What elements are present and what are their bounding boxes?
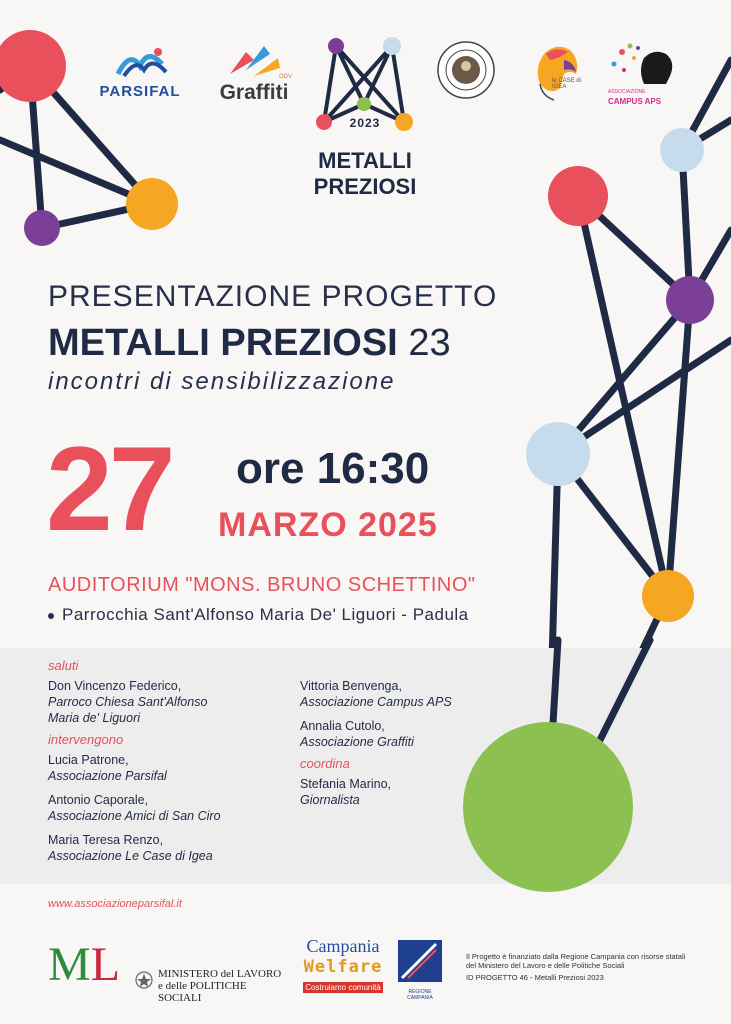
graffiti-tag: ODV — [278, 74, 292, 80]
campania-text: Campania — [306, 936, 380, 956]
speaker-caporale — [48, 792, 288, 824]
event-time: ore 16:30 — [236, 444, 430, 493]
heading-presentation: PRESENTAZIONE PROGETTO — [48, 280, 498, 313]
ministero-lavoro-logo — [48, 938, 288, 1004]
welfare-slogan: Costruiamo comunità — [305, 983, 381, 992]
project-name-bold: METALLI PREZIOSI — [48, 322, 398, 364]
regione-shield-icon — [396, 938, 444, 984]
funding-note-line1: Il Progetto è finanziato dalla Regione Campania con risorse statali — [466, 952, 686, 961]
speaker-name: Vittoria Benvenga, — [300, 679, 402, 693]
logo-year: 2023 — [349, 116, 381, 130]
program-right-column — [300, 678, 500, 814]
speaker-name: Antonio Caporale, — [48, 793, 149, 807]
speaker-benvenga — [300, 678, 500, 710]
address-text: Parrocchia Sant'Alfonso Maria De' Liguori - Padula — [62, 605, 469, 624]
igea-label: le CASE di IGEA — [552, 78, 582, 90]
speaker-patrone — [48, 752, 288, 784]
intervengono-label: intervengono — [48, 732, 124, 747]
speaker-cutolo — [300, 718, 500, 750]
ministry-line1: MINISTERO del LAVORO — [158, 968, 282, 980]
event-day: 27 — [46, 422, 172, 556]
speaker-role: Associazione Amici di San Ciro — [48, 809, 221, 823]
ministry-text — [158, 968, 288, 1004]
coordina-label: coordina — [300, 756, 350, 771]
speaker-role: Associazione Le Case di Igea — [48, 849, 213, 863]
saluti-label: saluti — [48, 658, 79, 673]
welfare-text: Welfare — [303, 957, 383, 977]
republic-emblem-icon — [134, 970, 154, 990]
event-month: MARZO 2025 — [218, 506, 438, 544]
speaker-name: Stefania Marino, — [300, 777, 392, 791]
event-venue: AUDITORIUM "MONS. BRUNO SCHETTINO" — [48, 574, 476, 596]
heading-subtitle: incontri di sensibilizzazione — [48, 368, 396, 395]
funding-note-line2: del Ministero del Lavoro e delle Politiche Sociali — [466, 961, 625, 970]
speaker-name: Maria Teresa Renzo, — [48, 833, 164, 847]
ministry-line2: e delle POLITICHE SOCIALI — [158, 980, 247, 1004]
funding-note — [466, 952, 716, 982]
program-left-column — [48, 658, 288, 870]
logo-name-line2: PREZIOSI — [313, 174, 417, 199]
speaker-marino — [300, 776, 500, 808]
ministry-mark: ML — [48, 938, 121, 991]
speaker-role: Maria de' Liguori — [48, 711, 141, 725]
campus-line1: ASSOCIAZIONE — [608, 89, 646, 95]
speaker-role: Associazione Graffiti — [300, 735, 414, 749]
campus-line2: CAMPUS APS — [608, 97, 662, 106]
regione-campania-logo — [396, 938, 444, 1001]
parsifal-text: PARSIFAL — [99, 83, 181, 100]
project-name-number: 23 — [408, 322, 451, 364]
speaker-role: Giornalista — [300, 793, 360, 807]
campania-welfare-logo — [296, 936, 390, 996]
speaker-federico — [48, 678, 288, 726]
speaker-role: Associazione Campus APS — [300, 695, 452, 709]
funding-note-line3: ID PROGETTO 46 - Metalli Preziosi 2023 — [466, 973, 604, 982]
website-link[interactable]: www.associazioneparsifal.it — [48, 898, 182, 910]
graffiti-text: Graffiti — [219, 81, 289, 104]
speaker-name: Lucia Patrone, — [48, 753, 129, 767]
regione-text: REGIONE CAMPANIA — [407, 989, 433, 1001]
speaker-name: Don Vincenzo Federico, — [48, 679, 182, 693]
speaker-name: Annalia Cutolo, — [300, 719, 385, 733]
speaker-role: Associazione Parsifal — [48, 769, 167, 783]
speaker-renzo — [48, 832, 288, 864]
speaker-role: Parroco Chiesa Sant'Alfonso — [48, 695, 208, 709]
logo-name-line1: METALLI — [318, 148, 412, 173]
